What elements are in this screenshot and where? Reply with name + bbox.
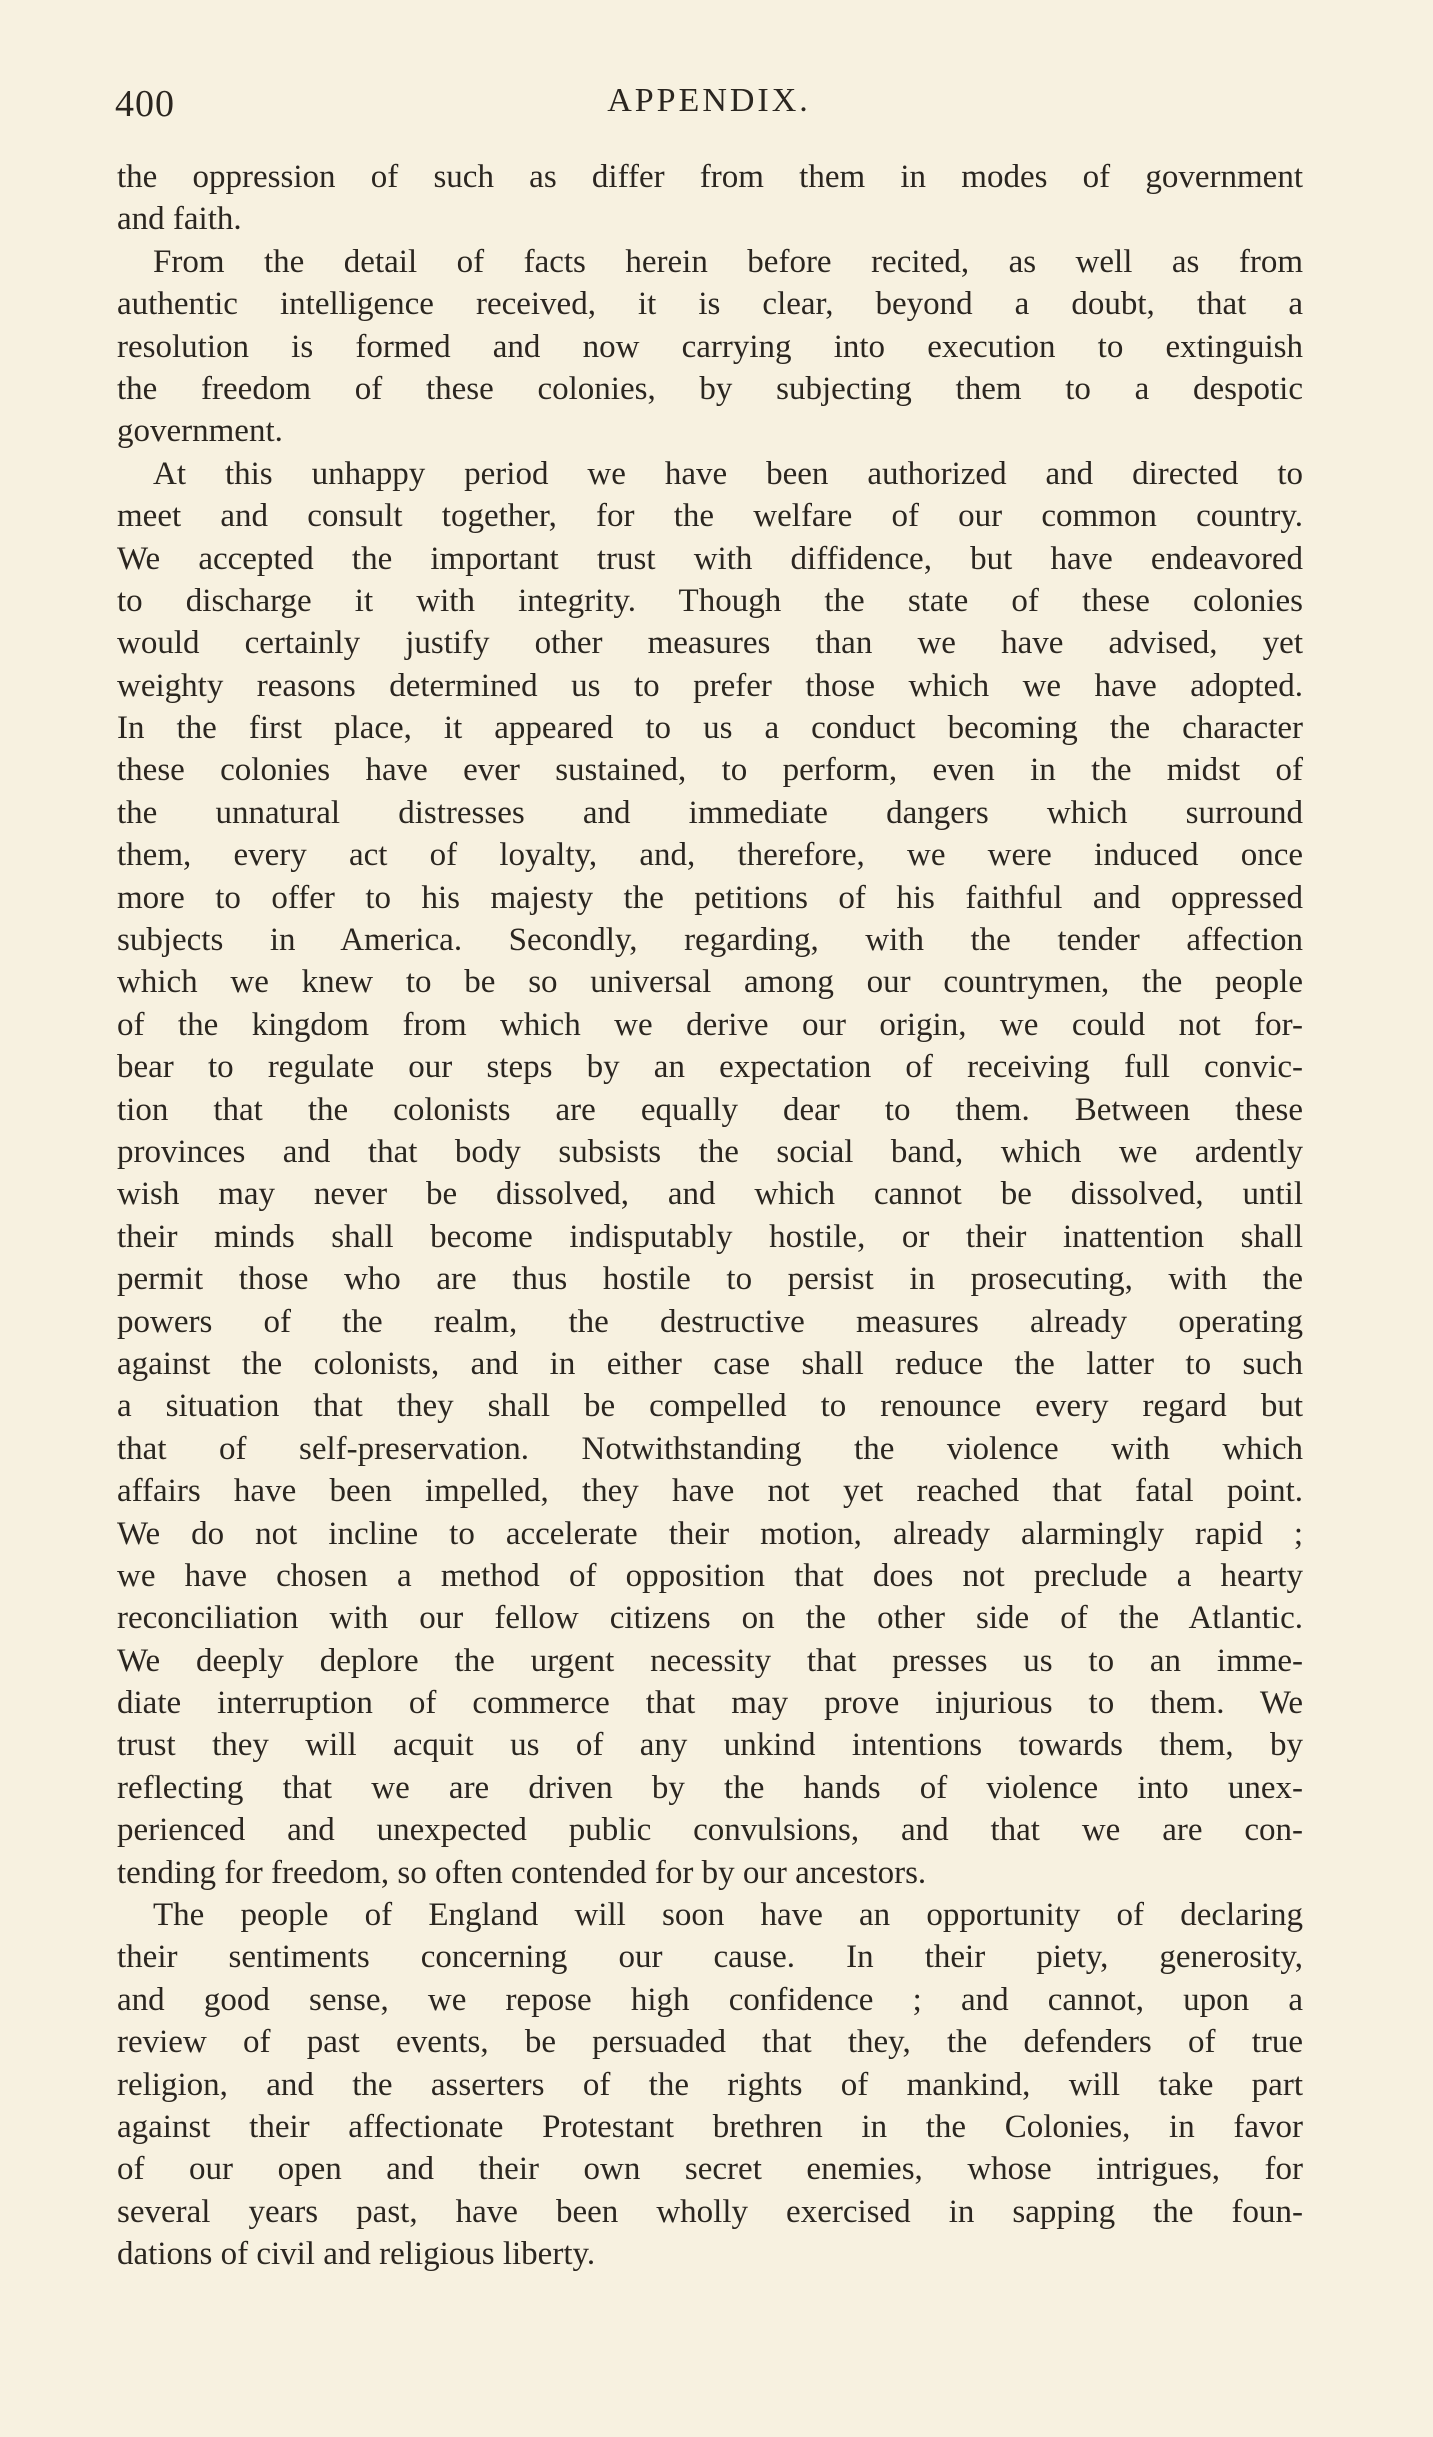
text-line: permit those who are thus hostile to persist in prosecuting, with the	[117, 1261, 1303, 1298]
text-line: reconciliation with our fellow citizens on the other side of the Atlantic.	[117, 1600, 1303, 1637]
text-line: government.	[117, 413, 283, 450]
text-line: more to offer to his majesty the petitions of his faithful and oppressed	[117, 879, 1303, 916]
text-line: powers of the realm, the destructive measures already operating	[117, 1303, 1303, 1340]
text-line: wish may never be dissolved, and which cannot be dissolved, until	[117, 1176, 1303, 1213]
text-line: and faith.	[117, 201, 242, 238]
text-line: we have chosen a method of opposition that does not preclude a hearty	[117, 1557, 1303, 1594]
text-line: a situation that they shall be compelled to renounce every regard but	[117, 1388, 1303, 1425]
text-line: meet and consult together, for the welfare of our common country.	[117, 498, 1303, 535]
text-line: trust they will acquit us of any unkind intentions towards them, by	[117, 1727, 1303, 1764]
text-line: their sentiments concerning our cause. In their piety, generosity,	[117, 1939, 1303, 1976]
text-line: review of past events, be persuaded that they, the defenders of true	[117, 2024, 1303, 2061]
text-line: which we knew to be so universal among our countrymen, the people	[117, 964, 1303, 1001]
text-line: the oppression of such as differ from them in modes of government	[117, 159, 1303, 195]
text-line: and good sense, we repose high confidence ; and cannot, upon a	[117, 1981, 1303, 2018]
text-line: against the colonists, and in either case shall reduce the latter to such	[117, 1345, 1303, 1382]
text-line: provinces and that body subsists the social band, which we ardently	[117, 1133, 1303, 1170]
text-line: diate interruption of commerce that may prove injurious to them. We	[117, 1685, 1303, 1722]
text-line: several years past, have been wholly exercised in sapping the foun-	[117, 2193, 1303, 2230]
text-line: against their affectionate Protestant brethren in the Colonies, in favor	[117, 2108, 1303, 2145]
text-line: them, every act of loyalty, and, therefore, we were induced once	[117, 837, 1303, 874]
text-line: these colonies have ever sustained, to perform, even in the midst of	[117, 752, 1303, 789]
text-line: We do not incline to accelerate their motion, already alarmingly rapid ;	[117, 1515, 1303, 1552]
text-line: religion, and the asserters of the rights of mankind, will take part	[117, 2066, 1303, 2103]
text-line: The people of England will soon have an opportunity of declaring	[153, 1897, 1303, 1934]
text-line: tion that the colonists are equally dear to them. Between these	[117, 1091, 1303, 1128]
text-line: of the kingdom from which we derive our origin, we could not for-	[117, 1006, 1303, 1043]
text-line: their minds shall become indisputably hostile, or their inattention shall	[117, 1218, 1303, 1255]
text-line: to discharge it with integrity. Though the state of these colonies	[117, 582, 1303, 619]
page-header	[115, 82, 1303, 142]
text-line: bear to regulate our steps by an expectation of receiving full convic-	[117, 1049, 1303, 1086]
text-line: We accepted the important trust with diffidence, but have endeavored	[117, 540, 1303, 577]
text-line: dations of civil and religious liberty.	[117, 2236, 596, 2273]
text-line: of our open and their own secret enemies, whose intrigues, for	[117, 2151, 1303, 2188]
text-line: subjects in America. Secondly, regarding, with the tender affection	[117, 922, 1303, 959]
body-text	[117, 156, 1303, 2276]
text-line: affairs have been impelled, they have not yet reached that fatal point.	[117, 1473, 1303, 1510]
text-line: From the detail of facts herein before recited, as well as from	[153, 243, 1303, 280]
text-line: weighty reasons determined us to prefer those which we have adopted.	[117, 667, 1303, 704]
text-line: tending for freedom, so often contended for by our ancestors.	[117, 1854, 927, 1891]
text-line: reflecting that we are driven by the hands of violence into unex-	[117, 1769, 1303, 1806]
page-number: 400	[115, 83, 175, 125]
text-line: At this unhappy period we have been authorized and directed to	[153, 455, 1303, 492]
text-line: would certainly justify other measures than we have advised, yet	[117, 625, 1303, 662]
text-line: the unnatural distresses and immediate dangers which surround	[117, 794, 1303, 831]
text-line: authentic intelligence received, it is clear, beyond a doubt, that a	[117, 286, 1303, 323]
text-line: perienced and unexpected public convulsions, and that we are con-	[117, 1812, 1303, 1849]
text-line: resolution is formed and now carrying into execution to extinguish	[117, 328, 1303, 365]
text-line: the freedom of these colonies, by subjecting them to a despotic	[117, 370, 1303, 407]
running-head: APPENDIX.	[607, 82, 811, 119]
text-line: We deeply deplore the urgent necessity that presses us to an imme-	[117, 1642, 1303, 1679]
text-line: that of self-preservation. Notwithstanding the violence with which	[117, 1430, 1303, 1467]
text-line: In the first place, it appeared to us a conduct becoming the character	[117, 710, 1303, 747]
